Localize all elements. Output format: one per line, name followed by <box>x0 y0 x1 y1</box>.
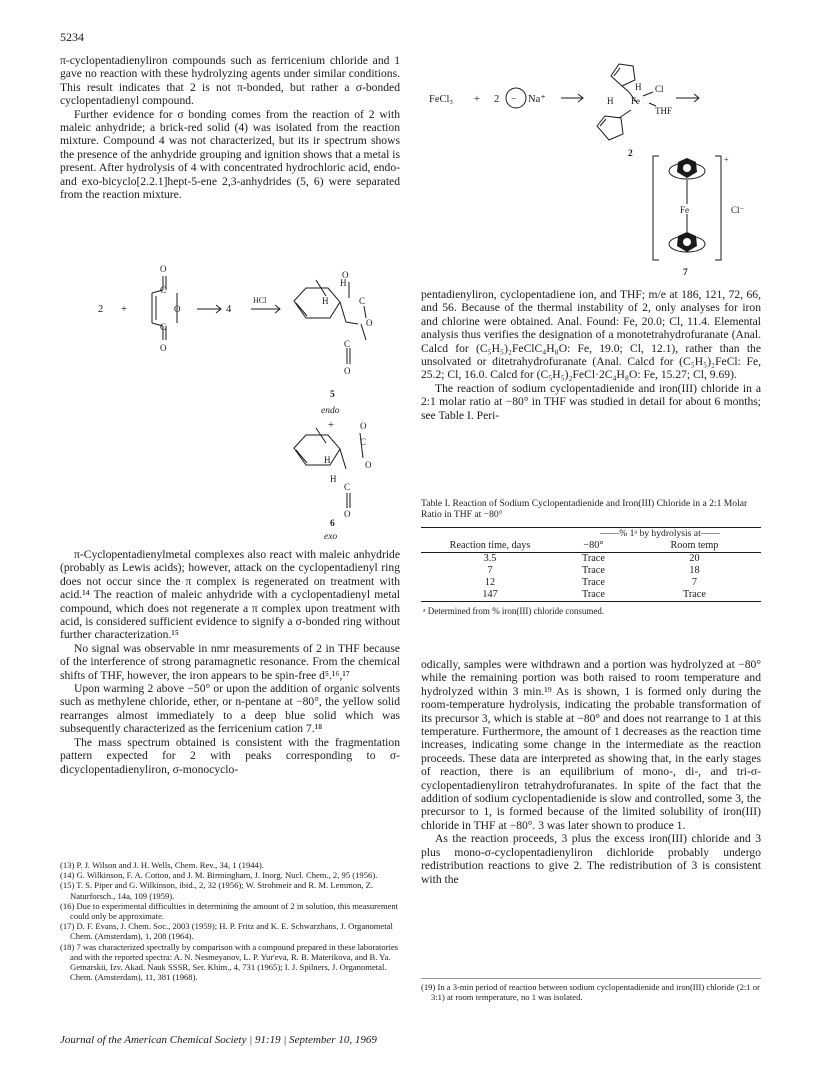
right-paragraph-3: odically, samples were withdrawn and a portion was hydrolyzed at −80° while the remaining portion was both raised to room temperature and hydrolyzed within 3 min.¹⁹ As is shown, 1 is formed only during the room-temperature hydrolysis, indicating the probable transformation of its precursor 3, which is stable at −80° and does not rearrange to 1 at this temperature. Furthermore, the amount of 1 decreases as the reaction time increases, indicating some change in the intermediate as the reaction proceeds. These data are interpreted as showing that, in the early stages of reaction, there is an equilibrium of mono-, di-, and tri-σ-cyclopentadienyliron tetrahydrofuranates. In spite of the fact that the addition of sodium cyclopentadienide is slow and controlled, some 3, the precursor to 1, is formed because of the limited solubility of iron(III) chloride in THF at −80°. 3 was later shown to produce 1. <box>421 658 761 832</box>
footnote-18: (18) 7 was characterized spectrally by comparison with a compound prepared in these laboratories and with the reported spectra: A. N. Nesmeyanov, L. P. Yur'eva, R. B. Materikova, and B. Ya. Getnarskii, Izv. Akad. Nauk SSSR, Ser. Khim., 4, 731 (1965); I. J. Spilners, J. Organometal. Chem. (Amsterdam), 11, 381 (1968). <box>60 941 399 983</box>
table-row <box>421 589 761 602</box>
exo-o-bottom: O <box>344 509 351 519</box>
cyclopentadienide-minus: − <box>511 94 517 105</box>
cell-room: 20 <box>628 552 761 565</box>
right-paragraph-4: As the reaction proceeds, 3 plus the excess iron(III) chloride and 3 plus mono-σ-cyclopentadienyliron dichloride probably undergo redistribution reactions to give 2. The redistribution of 3 is consistent with the <box>421 832 761 886</box>
endo-c-a: C <box>359 296 366 306</box>
left-paragraph-2: Further evidence for σ bonding comes from the reaction of 2 with maleic anhydride; a brick-red solid (4) was isolated from the reaction mixture. Compound 4 was not characterized, but its ir spectrum shows the presence of the anhydride grouping and ignition shows that a metal is present. After hydrolysis of 4 with concentrated hydrochloric acid, endo- and exo-bicyclo[2.2.1]hept-5-ene 2,3-anhydrides (5, 6) were separated from the reaction mixture. <box>60 107 400 202</box>
cation-charge: + <box>724 155 729 164</box>
right-paragraph-1: pentadienyliron, cyclopentadiene ion, and THF; m/e at 186, 121, 72, 66, and 56. Because of the thermal instability of 2, only analyses for iron and chlorine were obtained. Anal. Found: Fe, 20.0; Cl, 11.4. Elemental analysis thus verifies the designation of a monotetrahydrofuranate (Anal. Calcd for (C₅H₅)₂FeClC₄H₈O: Fe, 19.0; Cl, 12.1), rather than the unsolvated or ditetrahydrofuranate (Anal. Calcd for (C₅H₅)₂FeCl: Fe, 25.2; Cl, 16.0. Calcd for (C₅H₅)₂FeCl·2C₄H₈O: Fe, 15.27; Cl, 9.69). <box>421 288 761 382</box>
thf-label: THF <box>655 106 673 116</box>
sodium-ion: Na⁺ <box>528 94 546 105</box>
column-header-time: Reaction time, days <box>449 539 531 551</box>
plus-sign-2: + <box>328 420 334 431</box>
cell-room: 7 <box>691 576 697 588</box>
left-paragraph-3: π-Cyclopentadienylmetal complexes also react with maleic anhydride (probably as Lewis acids); however, attack on the cyclopentadienyl ring does not occur since the π complex is regenerated on treatment with acid.¹⁴ The reaction of maleic anhydride with a cyclopentadienyl metal compound, which does not regenerate a π complex upon treatment with acid, is considered sufficient evidence to signify a σ-bonded ring without further characterization.¹⁵ <box>60 548 400 642</box>
ferrocene-scheme <box>421 58 761 280</box>
column-header-room: Room temp <box>670 539 719 551</box>
footnote-17: (17) D. F. Evans, J. Chem. Soc., 2003 (1959); H. P. Fritz and K. E. Schwarzhans, J. Organometal Chem. (Amsterdam), 1, 208 (1964). <box>60 921 393 942</box>
exo-o-top: O <box>360 421 367 431</box>
compound-7-label: 7 <box>683 268 688 278</box>
cell-cold: Trace <box>582 576 605 588</box>
footnote-16: (16) Due to experimental difficulties in determining the amount of 2 in solution, this measurement could only be approximate. <box>60 900 399 922</box>
compound-5-label: 5 <box>330 390 335 400</box>
right-column-top <box>421 288 761 422</box>
table-body <box>421 527 761 617</box>
maleic-o-top: O <box>160 264 167 274</box>
journal-footer: Journal of the American Chemical Society | 91:19 | September 10, 1969 <box>60 1034 377 1046</box>
h-label-lower: H <box>607 96 614 106</box>
exo-c-a: C <box>360 437 367 447</box>
footnote-19: (19) In a 3-min period of reaction between sodium cyclopentadienide and iron(III) chloride (2:1 or 3:1) at room temperature, no 1 was isolated. <box>421 982 760 1003</box>
endo-o-ring: O <box>366 318 373 328</box>
endo-o-top: O <box>342 270 349 280</box>
hcl-label: HCl <box>253 296 267 305</box>
cell-time: 147 <box>482 588 498 600</box>
left-column-top <box>60 54 400 201</box>
table-1 <box>421 498 761 617</box>
h-label-upper: H <box>635 82 642 92</box>
footnote-13: (13) P. J. Wilson and J. H. Wells, Chem. Rev., 34, 1 (1944). <box>60 860 264 870</box>
compound-2-label: 2 <box>628 149 633 159</box>
table-title: Table I. Reaction of Sodium Cyclopentadienide and Iron(III) Chloride in a 2:1 Molar Ratio in THF at −80° <box>421 498 748 521</box>
table-row <box>421 552 761 565</box>
footnote-14: (14) G. Wilkinson, F. A. Cotton, and J. M. Birmingham, J. Inorg. Nucl. Chem., 2, 95 (1956). <box>60 870 378 881</box>
iron-label: Fe <box>631 96 640 106</box>
product-4-label: 4 <box>226 304 232 315</box>
endo-h-a: H <box>340 278 347 288</box>
exo-h-b: H <box>330 474 337 484</box>
compound-6-label: 6 <box>330 519 335 529</box>
cell-room: Trace <box>683 588 706 600</box>
maleic-o-bottom: O <box>160 343 167 353</box>
fecl3-label: FeCl₃ <box>429 94 454 105</box>
ferricenium-iron-label: Fe <box>680 205 689 215</box>
exo-label: exo <box>324 532 338 540</box>
exo-c-b: C <box>344 482 351 492</box>
right-column-bottom <box>421 658 761 886</box>
exo-o-ring: O <box>365 460 372 470</box>
left-paragraph-5: Upon warming 2 above −50° or upon the addition of organic solvents such as methylene chloride, ether, or n-pentane at −80°, the yellow solid rearranges almost immediately to a deep blue solid which was subsequently characterized as the ferricenium cation 7.¹⁸ <box>60 682 400 736</box>
plus-sign-top: + <box>474 94 480 105</box>
right-footnotes <box>421 978 761 1002</box>
page-number: 5234 <box>60 30 84 44</box>
table-group-header: ——% 1ᵃ by hydrolysis at—— <box>559 527 761 540</box>
plus-sign: + <box>121 304 127 315</box>
cell-time: 12 <box>484 576 496 588</box>
endo-label: endo <box>321 406 340 416</box>
coefficient-2: 2 <box>494 94 500 105</box>
endo-o-bottom: O <box>344 366 351 376</box>
left-paragraph-1: π-cyclopentadienyliron compounds such as ferricenium chloride and 1 gave no reaction with these hydrolyzing agents under similar conditions. This result indicates that 2 is not π-bonded, but rather a σ-bonded cyclopentadienyl compound. <box>60 54 400 108</box>
endo-h-b: H <box>322 296 329 306</box>
cell-cold: Trace <box>582 564 605 576</box>
endo-c-b: C <box>344 339 351 349</box>
maleic-c-top: C <box>160 285 167 295</box>
maleic-o-ring: O <box>174 304 181 314</box>
cell-time: 7 <box>487 564 493 576</box>
reactant-2-label: 2 <box>98 304 104 315</box>
chloride-label: Cl <box>655 84 664 94</box>
cell-time: 3.5 <box>421 552 559 565</box>
chloride-anion: Cl⁻ <box>731 205 745 215</box>
cell-cold: Trace <box>559 552 628 565</box>
cell-room: 18 <box>689 564 700 576</box>
table-row <box>421 565 761 577</box>
left-paragraph-6: The mass spectrum obtained is consistent with the fragmentation pattern expected for 2 with peaks corresponding to σ-dicyclopentadienyliron, σ-monocyclo- <box>60 735 400 776</box>
column-header-cold: −80° <box>583 539 604 551</box>
footnote-15: (15) T. S. Piper and G. Wilkinson, ibid., 2, 32 (1956); W. Strohmeir and R. M. Lemmon, Z. Naturforsch., 14a, 109 (1959). <box>60 880 374 901</box>
left-footnotes <box>60 860 400 982</box>
left-paragraph-4: No signal was observable in nmr measurements of 2 in THF because of the interference of strong paramagnetic resonance. From the chemical shifts of THF, however, the iron appears to be spin-free d⁵.¹⁶,¹⁷ <box>60 641 400 682</box>
maleic-anhydride-scheme <box>60 258 400 540</box>
exo-h-a: H <box>324 455 331 465</box>
table-footnote: ᵃ Determined from % iron(III) chloride consumed. <box>421 601 761 617</box>
table-row <box>421 577 761 589</box>
maleic-c-bottom: C <box>160 322 167 332</box>
left-column-bottom <box>60 548 400 776</box>
right-paragraph-2: The reaction of sodium cyclopentadienide and iron(III) chloride in a 2:1 molar ratio at −80° in THF was studied in detail for about 6 months; see Table I. Peri- <box>421 381 761 422</box>
cell-cold: Trace <box>582 588 605 600</box>
